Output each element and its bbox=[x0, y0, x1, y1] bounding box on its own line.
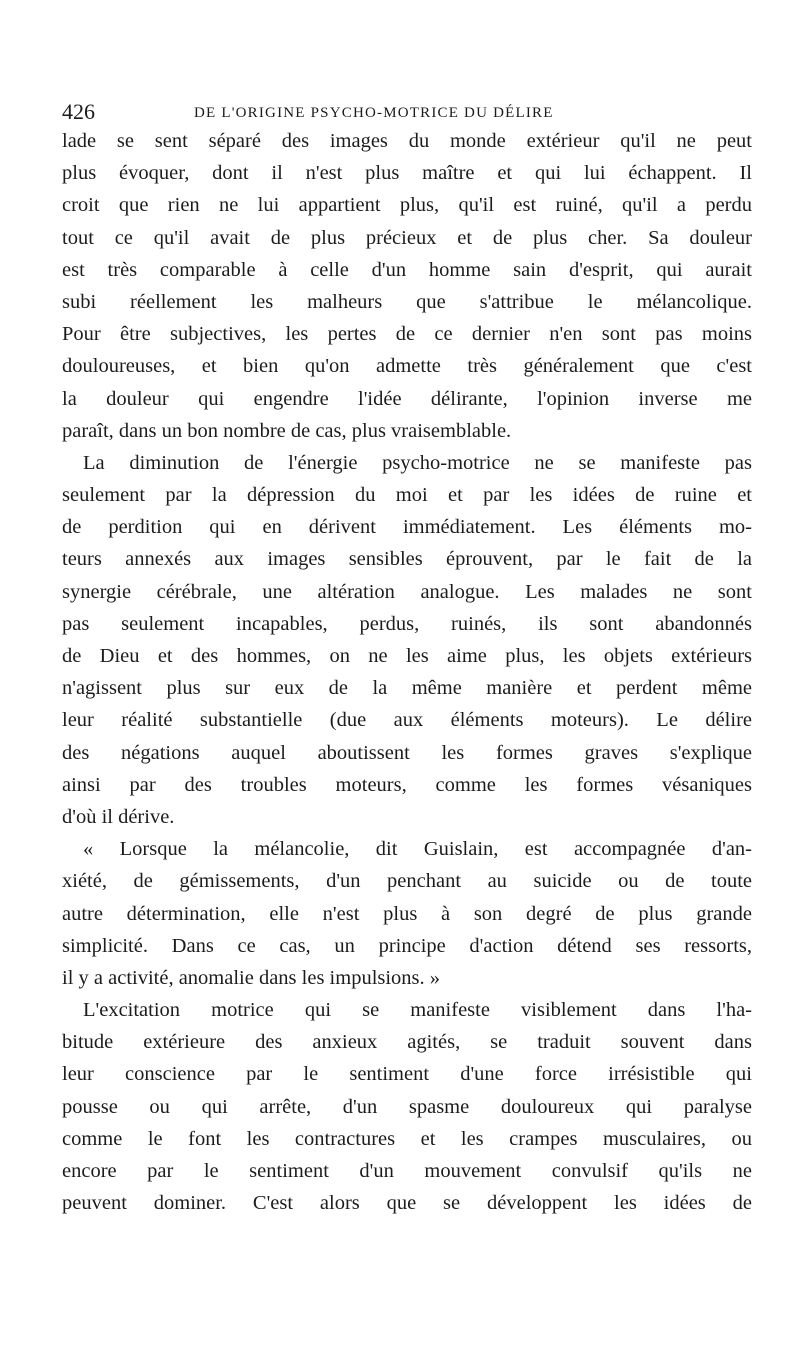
text-line: « Lorsque la mélancolie, dit Guislain, est accompagnée d'an- bbox=[83, 838, 752, 861]
text-line: seulement par la dépression du moi et par les idées de ruine et bbox=[62, 484, 752, 507]
text-line: leur réalité substantielle (due aux éléments moteurs). Le délire bbox=[62, 709, 752, 732]
text-line: bitude extérieure des anxieux agités, se traduit souvent dans bbox=[62, 1031, 752, 1054]
text-line: encore par le sentiment d'un mouvement convulsif qu'ils ne bbox=[62, 1160, 752, 1182]
text-line: tout ce qu'il avait de plus précieux et de plus cher. Sa douleur bbox=[62, 226, 752, 249]
text-line: teurs annexés aux images sensibles éprouvent, par le fait de la bbox=[62, 548, 752, 571]
text-line: ainsi par des troubles moteurs, comme les formes vésaniques bbox=[62, 773, 752, 796]
text-line: subi réellement les malheurs que s'attribue le mélancolique. bbox=[62, 290, 752, 313]
text-line: la douleur qui engendre l'idée délirante, l'opinion inverse me bbox=[62, 387, 752, 410]
text-line: pas seulement incapables, perdus, ruinés, ils sont abandonnés bbox=[62, 612, 752, 635]
text-line: leur conscience par le sentiment d'une force irrésistible qui bbox=[62, 1063, 752, 1086]
text-line: est très comparable à celle d'un homme sain d'esprit, qui aurait bbox=[62, 258, 752, 281]
text-line: paraît, dans un bon nombre de cas, plus vraisemblable. bbox=[62, 419, 512, 442]
page-header bbox=[62, 97, 752, 127]
text-line: autre détermination, elle n'est plus à son degré de plus grande bbox=[62, 902, 752, 925]
text-line: Pour être subjectives, les pertes de ce dernier n'en sont pas moins bbox=[62, 323, 752, 346]
text-line: des négations auquel aboutissent les formes graves s'explique bbox=[62, 741, 752, 764]
text-line: simplicité. Dans ce cas, un principe d'action détend ses ressorts, bbox=[62, 934, 752, 957]
body-text bbox=[62, 125, 752, 1219]
text-line: il y a activité, anomalie dans les impulsions. » bbox=[62, 966, 441, 989]
text-line: croit que rien ne lui appartient plus, qu'il est ruiné, qu'il a perdu bbox=[62, 194, 752, 217]
text-line: n'agissent plus sur eux de la même manière et perdent même bbox=[62, 677, 752, 700]
text-line: La diminution de l'énergie psycho-motrice ne se manifeste pas bbox=[83, 451, 752, 474]
text-line: L'excitation motrice qui se manifeste visiblement dans l'ha- bbox=[83, 999, 752, 1022]
text-line: lade se sent séparé des images du monde extérieur qu'il ne peut bbox=[62, 130, 752, 152]
text-line: comme le font les contractures et les crampes musculaires, ou bbox=[62, 1127, 752, 1150]
running-head: DE L'ORIGINE PSYCHO-MOTRICE DU DÉLIRE bbox=[194, 105, 554, 121]
text-line: de perdition qui en dérivent immédiatement. Les éléments mo- bbox=[62, 516, 752, 539]
text-line: pousse ou qui arrête, d'un spasme douloureux qui paralyse bbox=[62, 1095, 752, 1118]
text-line: synergie cérébrale, une altération analogue. Les malades ne sont bbox=[62, 580, 752, 603]
page-number: 426 bbox=[62, 99, 95, 124]
text-line: douloureuses, et bien qu'on admette très généralement que c'est bbox=[62, 355, 752, 378]
text-line: xiété, de gémissements, d'un penchant au suicide ou de toute bbox=[62, 870, 752, 893]
text-line: d'où il dérive. bbox=[62, 805, 175, 828]
text-line: plus évoquer, dont il n'est plus maître et qui lui échappent. Il bbox=[62, 162, 752, 185]
text-line: de Dieu et des hommes, on ne les aime plus, les objets extérieurs bbox=[62, 645, 752, 667]
text-line: peuvent dominer. C'est alors que se développent les idées de bbox=[62, 1192, 752, 1215]
